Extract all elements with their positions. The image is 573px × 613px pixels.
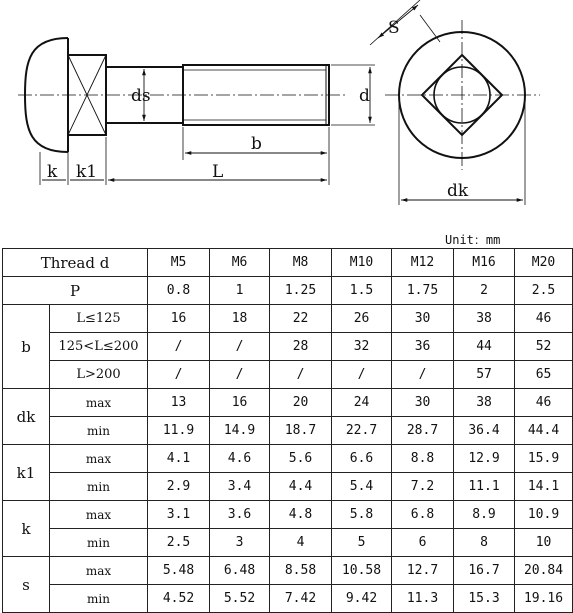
table-cell: 16.7 (454, 557, 515, 585)
table-cell: 6.6 (332, 445, 392, 473)
max-min-cell: max (50, 557, 148, 585)
dim-label-d: d (359, 86, 370, 106)
max-min-cell: max (50, 389, 148, 417)
thread-size-cell: M5 (148, 249, 210, 277)
table-cell: 4.4 (270, 473, 332, 501)
table-cell: 30 (392, 305, 454, 333)
thread-size-cell: M16 (454, 249, 515, 277)
table-cell: 20 (270, 389, 332, 417)
max-min-cell: min (50, 473, 148, 501)
dim-label-b: b (251, 134, 262, 154)
dim-label-k: k (47, 162, 58, 182)
table-cell: / (392, 361, 454, 389)
table-cell: 1.25 (270, 277, 332, 305)
table-cell: 19.16 (515, 585, 573, 613)
table-cell: 8.8 (392, 445, 454, 473)
table-cell: 5.6 (270, 445, 332, 473)
table-cell: 15.9 (515, 445, 573, 473)
table-row (3, 277, 573, 305)
table-cell: 4.1 (148, 445, 210, 473)
table-cell: 9.42 (332, 585, 392, 613)
b-condition-cell: L>200 (50, 361, 148, 389)
max-min-cell: max (50, 501, 148, 529)
table-cell: 32 (332, 333, 392, 361)
table-cell: 15.3 (454, 585, 515, 613)
table-cell: 5.52 (210, 585, 270, 613)
table-cell: 3.4 (210, 473, 270, 501)
table-cell: 11.1 (454, 473, 515, 501)
dimension-table (2, 248, 573, 613)
table-cell: 38 (454, 389, 515, 417)
table-cell: 11.9 (148, 417, 210, 445)
table-cell: 2 (454, 277, 515, 305)
table-cell: 44 (454, 333, 515, 361)
table-row (3, 585, 573, 613)
max-min-cell: min (50, 417, 148, 445)
table-row (3, 445, 573, 473)
table-cell: 18 (210, 305, 270, 333)
table-cell: 28.7 (392, 417, 454, 445)
table-cell: 52 (515, 333, 573, 361)
table-cell: 12.7 (392, 557, 454, 585)
table-cell: 3.6 (210, 501, 270, 529)
thread-size-cell: M10 (332, 249, 392, 277)
table-cell: 36.4 (454, 417, 515, 445)
table-cell: 5.4 (332, 473, 392, 501)
table-cell: 22.7 (332, 417, 392, 445)
table-row (3, 417, 573, 445)
table-row (3, 305, 573, 333)
table-cell: 5.8 (332, 501, 392, 529)
table-cell: 5 (332, 529, 392, 557)
table-cell: 22 (270, 305, 332, 333)
table-cell: 6.8 (392, 501, 454, 529)
dim-label-s: S (388, 18, 400, 38)
table-cell: 44.4 (515, 417, 573, 445)
b-condition-cell: L≤125 (50, 305, 148, 333)
table-cell: 18.7 (270, 417, 332, 445)
table-cell: / (332, 361, 392, 389)
thread-size-cell: M12 (392, 249, 454, 277)
table-header-row (3, 249, 573, 277)
table-cell: 4.6 (210, 445, 270, 473)
table-row (3, 501, 573, 529)
table-cell: 6.48 (210, 557, 270, 585)
table-cell: 38 (454, 305, 515, 333)
unit-note: Unit：mm (445, 233, 501, 247)
table-cell: 65 (515, 361, 573, 389)
dim-label-ds: ds (131, 86, 151, 106)
thread-size-cell: M20 (515, 249, 573, 277)
table-cell: 28 (270, 333, 332, 361)
table-cell: 8.9 (454, 501, 515, 529)
table-cell: / (148, 361, 210, 389)
table-cell: / (210, 361, 270, 389)
b-condition-cell: 125<L≤200 (50, 333, 148, 361)
table-cell: 5.48 (148, 557, 210, 585)
group-label-cell: dk (3, 389, 50, 445)
table-cell: 10 (515, 529, 573, 557)
table-cell: 1.5 (332, 277, 392, 305)
table-cell: 10.58 (332, 557, 392, 585)
table-cell: 4.8 (270, 501, 332, 529)
table-cell: 3.1 (148, 501, 210, 529)
table-cell: 2.5 (515, 277, 573, 305)
group-label-cell: k (3, 501, 50, 557)
table-cell: 12.9 (454, 445, 515, 473)
carriage-bolt-drawing (0, 0, 573, 215)
table-cell: 16 (148, 305, 210, 333)
table-cell: 8.58 (270, 557, 332, 585)
table-cell: 13 (148, 389, 210, 417)
table-cell: 57 (454, 361, 515, 389)
table-cell: 1 (210, 277, 270, 305)
group-label-cell: k1 (3, 445, 50, 501)
table-cell: 6 (392, 529, 454, 557)
table-cell: 30 (392, 389, 454, 417)
group-label-cell: s (3, 557, 50, 613)
table-cell: 36 (392, 333, 454, 361)
table-row (3, 529, 573, 557)
table-cell: 2.9 (148, 473, 210, 501)
table-cell: 2.5 (148, 529, 210, 557)
max-min-cell: min (50, 585, 148, 613)
dim-label-dk: dk (447, 181, 469, 201)
table-cell: 20.84 (515, 557, 573, 585)
table-row (3, 333, 573, 361)
table-cell: / (270, 361, 332, 389)
thread-size-cell: M8 (270, 249, 332, 277)
table-cell: 7.42 (270, 585, 332, 613)
table-cell: 14.1 (515, 473, 573, 501)
table-cell: 16 (210, 389, 270, 417)
table-cell: / (148, 333, 210, 361)
pitch-label-cell: P (3, 277, 148, 305)
max-min-cell: max (50, 445, 148, 473)
table-cell: 4.52 (148, 585, 210, 613)
max-min-cell: min (50, 529, 148, 557)
table-row (3, 557, 573, 585)
table-cell: 10.9 (515, 501, 573, 529)
b-label-cell: b (3, 305, 50, 389)
dim-label-k1: k1 (76, 162, 98, 182)
table-row (3, 389, 573, 417)
table-cell: 7.2 (392, 473, 454, 501)
table-cell: 26 (332, 305, 392, 333)
table-cell: 14.9 (210, 417, 270, 445)
table-cell: 4 (270, 529, 332, 557)
thread-header-cell: Thread d (3, 249, 148, 277)
table-cell: / (210, 333, 270, 361)
table-cell: 46 (515, 305, 573, 333)
table-cell: 1.75 (392, 277, 454, 305)
table-row (3, 361, 573, 389)
table-row (3, 473, 573, 501)
table-cell: 0.8 (148, 277, 210, 305)
table-cell: 3 (210, 529, 270, 557)
table-cell: 8 (454, 529, 515, 557)
dim-label-L: L (212, 162, 224, 182)
table-cell: 11.3 (392, 585, 454, 613)
table-cell: 46 (515, 389, 573, 417)
thread-size-cell: M6 (210, 249, 270, 277)
table-cell: 24 (332, 389, 392, 417)
